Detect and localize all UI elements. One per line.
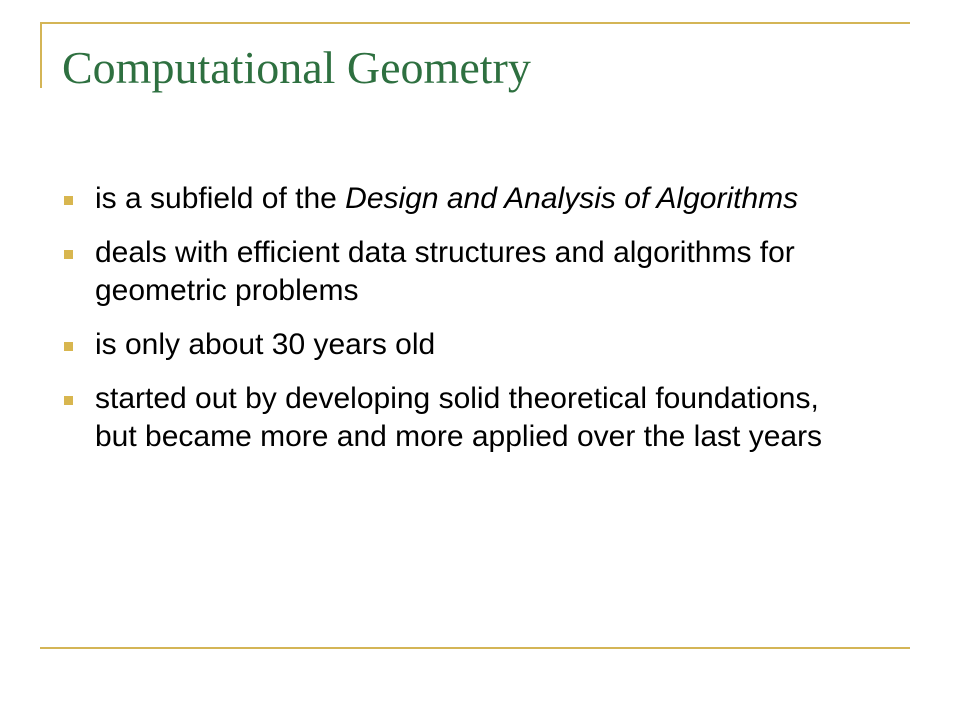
bullet-text: is only about 30 years old (95, 328, 436, 361)
bullet-emphasis: Design and Analysis of Algorithms (345, 182, 799, 215)
bullet-text: is a subfield of the (95, 182, 346, 215)
bullet-item-subfield (62, 180, 862, 218)
bottom-rule (40, 647, 910, 649)
bullet-list (62, 180, 862, 472)
slide-title: Computational Geometry (62, 42, 531, 93)
top-rule (40, 22, 910, 24)
square-bullet-icon (64, 396, 73, 405)
square-bullet-icon (64, 250, 73, 259)
bullet-item-age (62, 326, 862, 364)
bullet-text: started out by developing solid theoretical foundations, but became more and more applied over the last years (95, 382, 823, 453)
bullet-text: deals with efficient data structures and algorithms for geometric problems (95, 236, 795, 307)
square-bullet-icon (64, 342, 73, 351)
bullet-item-history (62, 380, 862, 456)
bullet-item-data-structures (62, 234, 862, 310)
square-bullet-icon (64, 196, 73, 205)
left-rule (40, 22, 42, 88)
